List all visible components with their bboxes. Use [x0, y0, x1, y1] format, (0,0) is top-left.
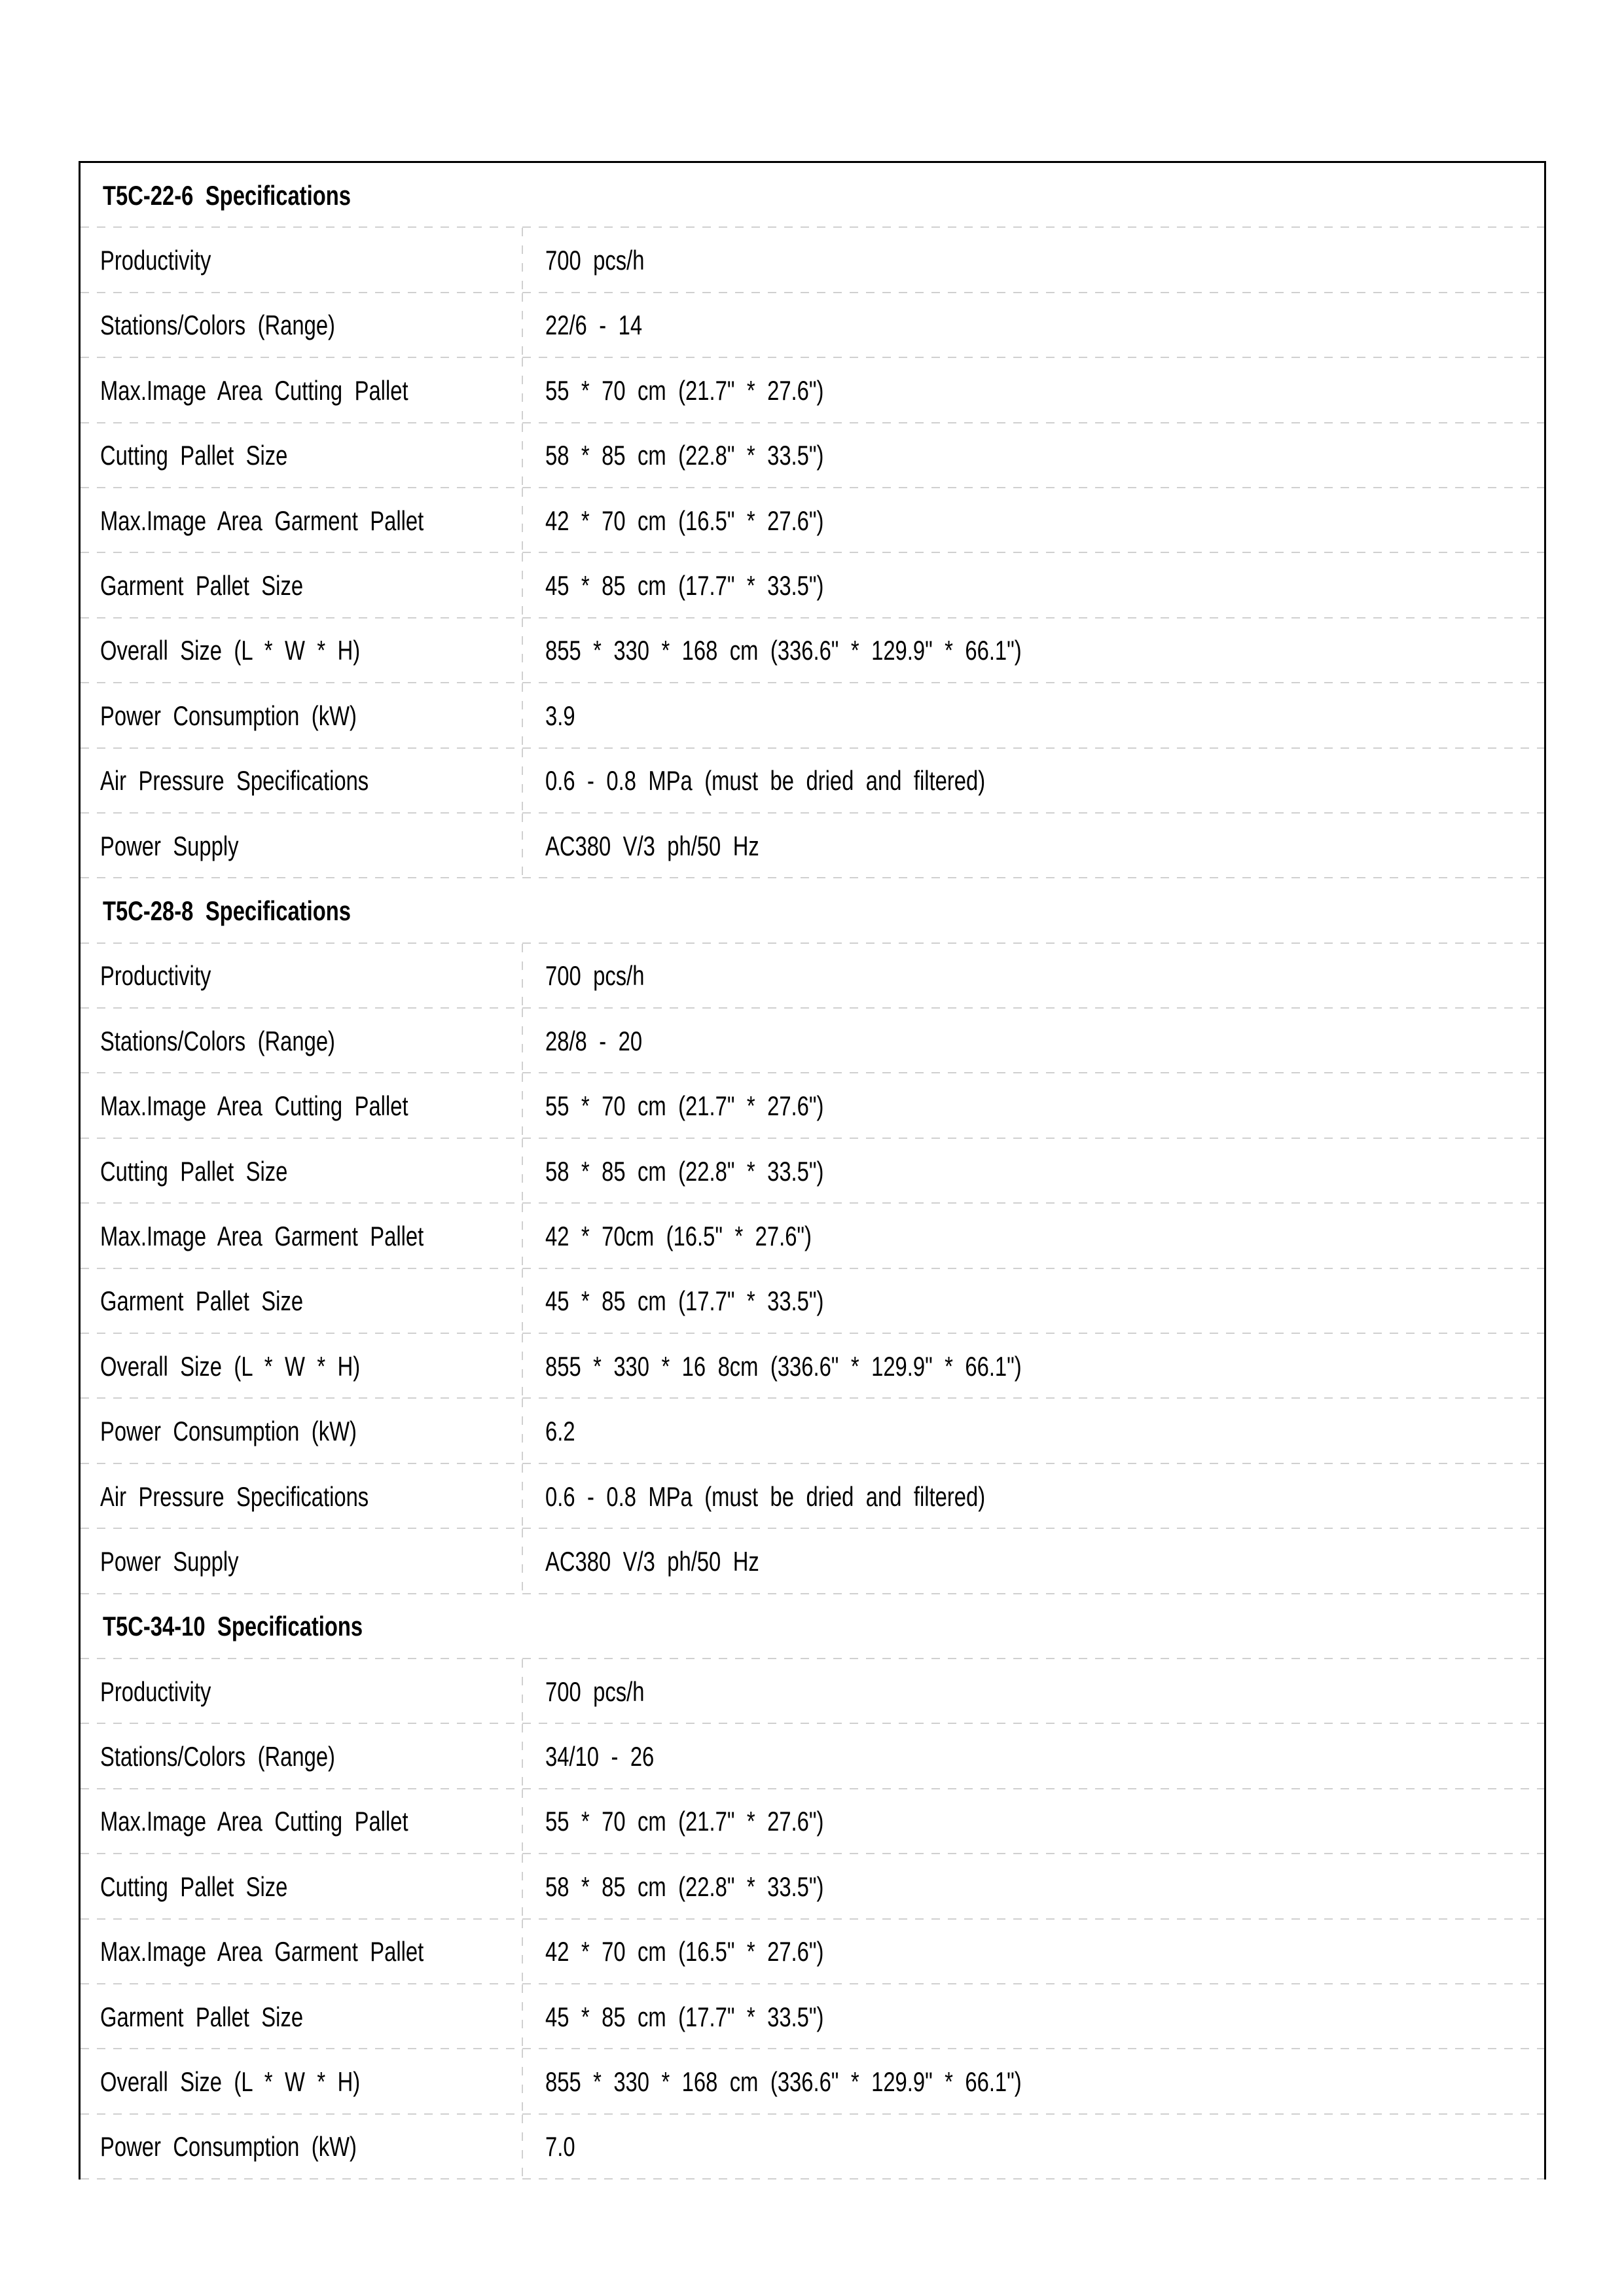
spec-label: Stations/Colors (Range) [100, 1025, 335, 1056]
spec-row [81, 2049, 1544, 2114]
spec-value: 700 pcs/h [545, 960, 645, 992]
spec-label: Stations/Colors (Range) [100, 310, 335, 341]
spec-label: Productivity [100, 245, 211, 276]
spec-label: Power Supply [100, 830, 239, 861]
spec-label: Max.Image Area Garment Pallet [100, 1936, 424, 1967]
spec-label: Cutting Pallet Size [100, 440, 288, 471]
spec-value: 3.9 [545, 700, 575, 731]
section-header-row [81, 878, 1544, 943]
spec-row [81, 358, 1544, 423]
spec-label: Air Pressure Specifications [100, 1480, 369, 1512]
spec-label: Power Supply [100, 1545, 239, 1577]
spec-row [81, 1334, 1544, 1399]
spec-label-cell [81, 423, 523, 488]
spec-label: Power Consumption (kW) [100, 1416, 357, 1447]
spec-label: Max.Image Area Cutting Pallet [100, 1090, 408, 1122]
specifications-table [79, 161, 1546, 2179]
spec-row [81, 553, 1544, 618]
spec-label: Overall Size (L * W * H) [100, 1350, 361, 1382]
spec-label: Power Consumption (kW) [100, 700, 357, 731]
spec-label-cell [81, 228, 523, 293]
section-title-cell [81, 1594, 1544, 1659]
spec-label: Stations/Colors (Range) [100, 1741, 335, 1772]
spec-value: 58 * 85 cm (22.8" * 33.5") [545, 1155, 824, 1187]
spec-row [81, 1073, 1544, 1138]
spec-value-cell [523, 2049, 1544, 2114]
spec-value: 55 * 70 cm (21.7" * 27.6") [545, 374, 824, 406]
spec-label-cell [81, 1073, 523, 1138]
spec-label-cell [81, 1334, 523, 1399]
spec-label-cell [81, 1204, 523, 1268]
spec-value: 22/6 - 14 [545, 310, 643, 341]
spec-label: Productivity [100, 1676, 211, 1707]
spec-value: 700 pcs/h [545, 1676, 645, 1707]
spec-value-cell [523, 944, 1544, 1009]
spec-row [81, 814, 1544, 878]
spec-value: 42 * 70 cm (16.5" * 27.6") [545, 505, 824, 536]
spec-value: 55 * 70 cm (21.7" * 27.6") [545, 1090, 824, 1122]
spec-label: Max.Image Area Garment Pallet [100, 1220, 424, 1251]
spec-label-cell [81, 1139, 523, 1204]
spec-value-cell [523, 1789, 1544, 1854]
section-title: T5C-22-6 Specifications [103, 179, 351, 211]
spec-value: AC380 V/3 ph/50 Hz [545, 1545, 759, 1577]
spec-label-cell [81, 1724, 523, 1789]
spec-value-cell [523, 1139, 1544, 1204]
section-title-cell [81, 878, 1544, 943]
spec-row [81, 1659, 1544, 1724]
spec-label-cell [81, 1854, 523, 1919]
spec-value-cell [523, 1399, 1544, 1463]
spec-label-cell [81, 1464, 523, 1529]
spec-label: Cutting Pallet Size [100, 1155, 288, 1187]
spec-value: 7.0 [545, 2131, 575, 2162]
spec-value: 42 * 70 cm (16.5" * 27.6") [545, 1936, 824, 1967]
spec-row [81, 1399, 1544, 1463]
spec-value-cell [523, 1204, 1544, 1268]
spec-value: 42 * 70cm (16.5" * 27.6") [545, 1220, 812, 1251]
spec-value: 28/8 - 20 [545, 1025, 643, 1056]
spec-row [81, 619, 1544, 683]
spec-row [81, 1920, 1544, 1984]
spec-label-cell [81, 619, 523, 683]
spec-value: 700 pcs/h [545, 245, 645, 276]
spec-row [81, 1529, 1544, 1594]
spec-value-cell [523, 2115, 1544, 2179]
spec-row [81, 488, 1544, 553]
spec-value-cell [523, 1334, 1544, 1399]
spec-value: 855 * 330 * 168 cm (336.6" * 129.9" * 66.1") [545, 2066, 1022, 2098]
spec-label-cell [81, 358, 523, 423]
spec-value-cell [523, 1659, 1544, 1724]
spec-value: 55 * 70 cm (21.7" * 27.6") [545, 1806, 824, 1837]
spec-row [81, 1854, 1544, 1919]
spec-label: Garment Pallet Size [100, 1285, 304, 1317]
spec-value-cell [523, 1984, 1544, 2049]
spec-label: Productivity [100, 960, 211, 992]
spec-label: Max.Image Area Cutting Pallet [100, 374, 408, 406]
spec-value: AC380 V/3 ph/50 Hz [545, 830, 759, 861]
spec-row [81, 749, 1544, 814]
spec-value-cell [523, 228, 1544, 293]
spec-value-cell [523, 683, 1544, 748]
spec-value-cell [523, 619, 1544, 683]
spec-label-cell [81, 1009, 523, 1073]
spec-row [81, 683, 1544, 748]
spec-label-cell [81, 749, 523, 814]
spec-value: 0.6 - 0.8 MPa (must be dried and filtered) [545, 1480, 986, 1512]
spec-label: Overall Size (L * W * H) [100, 2066, 361, 2098]
spec-row [81, 1724, 1544, 1789]
spec-label: Cutting Pallet Size [100, 1871, 288, 1902]
spec-value-cell [523, 1073, 1544, 1138]
spec-label-cell [81, 1529, 523, 1594]
spec-label-cell [81, 293, 523, 358]
spec-value: 45 * 85 cm (17.7" * 33.5") [545, 2001, 824, 2032]
spec-label: Max.Image Area Cutting Pallet [100, 1806, 408, 1837]
spec-label: Power Consumption (kW) [100, 2131, 357, 2162]
spec-value: 855 * 330 * 16 8cm (336.6" * 129.9" * 66.1") [545, 1350, 1022, 1382]
spec-value-cell [523, 749, 1544, 814]
spec-label-cell [81, 1269, 523, 1334]
spec-value-cell [523, 1854, 1544, 1919]
spec-value-cell [523, 1920, 1544, 1984]
section-title: T5C-34-10 Specifications [103, 1611, 363, 1642]
spec-row [81, 1789, 1544, 1854]
spec-label-cell [81, 1659, 523, 1724]
spec-value-cell [523, 1269, 1544, 1334]
spec-row [81, 1009, 1544, 1073]
spec-value: 58 * 85 cm (22.8" * 33.5") [545, 1871, 824, 1902]
spec-value: 45 * 85 cm (17.7" * 33.5") [545, 570, 824, 601]
section-header-row [81, 163, 1544, 228]
spec-value: 45 * 85 cm (17.7" * 33.5") [545, 1285, 824, 1317]
section-title-cell [81, 163, 1544, 228]
spec-label-cell [81, 814, 523, 878]
spec-value-cell [523, 1009, 1544, 1073]
spec-row [81, 423, 1544, 488]
spec-row [81, 2115, 1544, 2179]
spec-value-cell [523, 1724, 1544, 1789]
spec-value: 34/10 - 26 [545, 1741, 655, 1772]
spec-row [81, 228, 1544, 293]
spec-label-cell [81, 944, 523, 1009]
spec-row [81, 1984, 1544, 2049]
spec-label-cell [81, 1984, 523, 2049]
spec-row [81, 944, 1544, 1009]
spec-value: 58 * 85 cm (22.8" * 33.5") [545, 440, 824, 471]
spec-label-cell [81, 1789, 523, 1854]
spec-row [81, 1269, 1544, 1334]
spec-label: Overall Size (L * W * H) [100, 635, 361, 666]
spec-value-cell [523, 814, 1544, 878]
spec-label-cell [81, 2049, 523, 2114]
section-header-row [81, 1594, 1544, 1659]
spec-value: 855 * 330 * 168 cm (336.6" * 129.9" * 66.1") [545, 635, 1022, 666]
spec-row [81, 1204, 1544, 1268]
spec-label-cell [81, 553, 523, 618]
spec-row [81, 293, 1544, 358]
spec-value-cell [523, 553, 1544, 618]
spec-row [81, 1464, 1544, 1529]
spec-label-cell [81, 1399, 523, 1463]
spec-label: Air Pressure Specifications [100, 765, 369, 797]
spec-value-cell [523, 423, 1544, 488]
spec-value-cell [523, 358, 1544, 423]
spec-value-cell [523, 293, 1544, 358]
spec-value-cell [523, 488, 1544, 553]
section-title: T5C-28-8 Specifications [103, 895, 351, 926]
spec-label-cell [81, 1920, 523, 1984]
spec-value: 6.2 [545, 1416, 575, 1447]
spec-label: Max.Image Area Garment Pallet [100, 505, 424, 536]
spec-label-cell [81, 2115, 523, 2179]
spec-label: Garment Pallet Size [100, 570, 304, 601]
spec-value: 0.6 - 0.8 MPa (must be dried and filtered) [545, 765, 986, 797]
spec-row [81, 1139, 1544, 1204]
spec-value-cell [523, 1529, 1544, 1594]
spec-value-cell [523, 1464, 1544, 1529]
spec-label-cell [81, 683, 523, 748]
spec-label-cell [81, 488, 523, 553]
spec-label: Garment Pallet Size [100, 2001, 304, 2032]
